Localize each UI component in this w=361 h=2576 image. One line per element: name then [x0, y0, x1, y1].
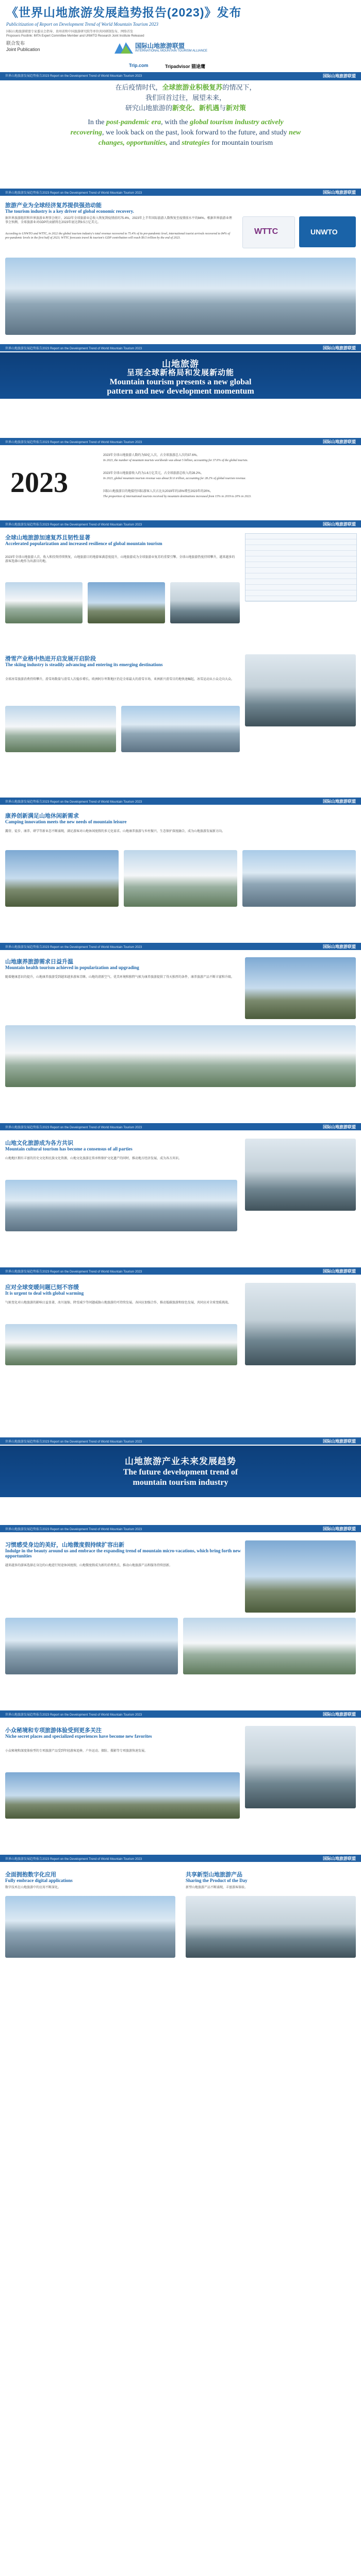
hero2-cn: 山地旅游产业未来发展趋势: [125, 1456, 236, 1466]
microvacation-photo: [183, 1618, 356, 1674]
camping-photo: [124, 850, 237, 907]
stats-line-en: The proportion of international tourists received by mountain destinations increased from 15% in 2019 to 20% in 2023.: [103, 495, 252, 498]
s11-p: 数字技术在山地旅游中的应用不断深化。: [5, 1886, 61, 1889]
note-line: 国际山地旅游联盟专家委员会指导、贵州省和中国旅游研究院等单位共同研制发布，网络首发: [6, 30, 134, 33]
mountain-photo: [88, 582, 165, 623]
report-note: [6, 30, 355, 38]
stats-line: 国际山地旅游目的地接待国际游客人次占比从2019年的15%增至2023年的20%。: [103, 490, 213, 493]
stats-line: 2023年全球山地旅游收入约为1.6万亿美元，占全球旅游总收入的28.2%。: [103, 472, 204, 475]
hero1-cn: 山地旅游: [162, 359, 199, 369]
s8-title-en: It is urgent to deal with global warming: [5, 1291, 84, 1296]
unwto-logo-box: [299, 216, 356, 247]
intro-en: In the post-pandemic era, with the global tourism industry actively recovering, we look back on the past, look forward to the future, and study new changes, opportunities, and strategies for mountain tourism: [70, 118, 301, 147]
ranking-table: [245, 533, 357, 601]
s9-p: 越来越多的游客选择在身边的山地进行短途休闲度假，山地微度假成为新的消费热点，推动山地旅游产品和服务持续创新。: [5, 1564, 173, 1567]
note-line: Proposers Postlink: IMTA Expert Committee Member and UNWTO Research Joint Institute Released: [6, 35, 144, 38]
s11-title: 全面拥抱数字化应用: [5, 1872, 56, 1878]
year-2023: 2023: [10, 467, 68, 499]
ski-photo: [5, 706, 116, 752]
s6-p: 随着健康意识的提升，山地康养旅游受到越来越多游客青睐。山地的清新空气、优美环境和独特气候为康养旅游提供了得天独厚的条件，康养旅游产品不断丰富和升级。: [5, 976, 235, 979]
hero1-cn2: 呈现全球新格局和发展新动能: [126, 368, 234, 377]
header-band: [0, 72, 361, 80]
s8-title: 应对全球变暖问题已刻不容缓: [5, 1284, 79, 1291]
s1-p1: 据世界旅游组织和世界旅游业理事会统计，2022年全球旅游业总收入恢复到疫情前的75.4%，2023年上半年国际旅游人数恢复至疫情前水平的84%。根据世界旅游业理事会预测，全球旅游业对GDP的贡献将在2023年底达到9.5万亿美元。: [5, 217, 232, 224]
imta-logo-icon: [113, 40, 134, 56]
section-band: 世界山地旅游发展趋势报告2023 Report on the Development Trend of World Mountain Tourism 2023 国际山地旅游联盟: [0, 1855, 361, 1862]
s12-title-en: Sharing the Product of the Day: [186, 1878, 248, 1883]
glacier-photo: [5, 1324, 237, 1365]
stats-line-en: In 2023, global mountain tourism revenue was about $1.6 trillion, accounting for 28.2% of global tourism revenue.: [103, 477, 247, 480]
s12-p: 新型山地旅游产品不断涌现，丰富游客体验。: [186, 1886, 248, 1889]
logo-text-cn: 国际山地旅游联盟: [135, 42, 185, 49]
section-band: 世界山地旅游发展趋势报告2023 Report on the Development Trend of World Mountain Tourism 2023 国际山地旅游联盟: [0, 520, 361, 528]
s3-title-en: Accelerated popularization and increased resilience of global mountain tourism: [5, 541, 162, 546]
report-subtitle: Publicitization of Report on Development Trend of World Mountain Tourism 2023: [6, 22, 159, 27]
s7-title: 山地文化旅游成为各方共识: [5, 1140, 73, 1146]
section-band: 世界山地旅游发展趋势报告2023 Report on the Development Trend of World Mountain Tourism 2023 国际山地旅游联盟: [0, 438, 361, 445]
section-band: 世界山地旅游发展趋势报告2023 Report on the Development Trend of World Mountain Tourism 2023 国际山地旅游联盟: [0, 1267, 361, 1275]
camping-photo: [5, 850, 119, 907]
partner-trip: Trip.com: [129, 63, 149, 68]
stats-line: 2023年全球山地旅游人数约为50亿人次，占全球旅游总人次的37.6%。: [103, 454, 200, 457]
hero2-en1: The future development trend of: [123, 1468, 238, 1477]
s1-title-en: The tourism industry is a key driver of global economic recovery.: [5, 209, 134, 214]
mountain-photo: [5, 258, 356, 335]
product-photo: [186, 1896, 356, 1958]
mountain-photo: [170, 582, 240, 623]
hero1-en1: Mountain tourism presents a new global: [109, 378, 252, 386]
s5-title-en: Camping innovation meets the new needs of mountain leisure: [5, 819, 127, 824]
intro-cn: 在后疫情时代，全球旅游业积极复苏的情况下， 我们回首过往，展望未来， 研究山地旅游的新变化、新机遇与新对策: [115, 83, 256, 112]
s1-title: 旅游产业为全球经济复苏提供强劲动能: [5, 202, 102, 209]
hero-banner-2: [0, 1446, 361, 1497]
wellness-photo: [245, 957, 356, 1019]
s3-p: 2023年全球山地旅游人次、收入和投资持续恢复，山地旅游目的地游客满意度提升，山地旅游成为全球旅游业复苏的重要引擎。全球山地旅游热度持续攀升，越来越多的游客选择山地作为出游目的地。: [5, 556, 235, 563]
camping-photo: [242, 850, 356, 907]
report-title: 《世界山地旅游发展趋势报告(2023)》发布: [6, 6, 242, 19]
s9-title-en: Indulge in the beauty around us and embrace the expanding trend of mountain micro-vacations, which bring forth new opportunities: [5, 1548, 241, 1558]
intro-block: [41, 82, 330, 148]
s12-title: 共享新型山地旅游产品: [186, 1872, 242, 1878]
section-band: 世界山地旅游发展趋势报告2023 Report on the Development Trend of World Mountain Tourism 2023 国际山地旅游联盟: [0, 798, 361, 805]
wellness-photo: [5, 1025, 356, 1087]
ski-photo: [245, 654, 356, 726]
publisher-block: [6, 40, 42, 53]
section-band: 世界山地旅游发展趋势报告2023 Report on the Development Trend of World Mountain Tourism 2023 国际山地旅游联盟: [0, 344, 361, 351]
s7-title-en: Mountain cultural tourism has become a consensus of all parties: [5, 1146, 133, 1151]
logo-text-en: INTERNATIONAL MOUNTAIN TOURISM ALLIANCE: [135, 49, 208, 53]
microvacation-photo: [245, 1540, 356, 1613]
hero1-en2: pattern and new development momentum: [107, 387, 254, 396]
s5-title: 康养创新满足山地休闲新需求: [5, 813, 79, 819]
publisher-cn: 联合发布: [6, 41, 25, 46]
s10-title: 小众秘境和专项旅游体验受到更多关注: [5, 1727, 102, 1734]
s8-p: 气候变化对山地旅游的影响日益显著，冰川退缩、降雪减少等问题威胁山地旅游的可持续发展。各国应加强合作，推动低碳旅游和绿色发展，共同应对全球变暖挑战。: [5, 1301, 232, 1304]
culture-photo: [245, 1139, 356, 1211]
stats-line-en: In 2023, the number of mountain tourists worldwide was about 5 billion, accounting for 37.6% of the global tourists.: [103, 459, 249, 462]
culture-photo: [5, 1180, 237, 1231]
s11-title-en: Fully embrace digital applications: [5, 1878, 73, 1883]
s4-title: 滑雪产业格中热进开启发展开启阶段: [5, 656, 96, 662]
band-logo: 国际山地旅游联盟: [323, 74, 356, 78]
s7-p: 山地地区拥有丰富的历史文化和民族文化资源，山地文化旅游在传承和保护文化遗产的同时，推动地方经济发展，成为各方共识。: [5, 1157, 182, 1160]
s9-title: 习惯感受身边的美好，山地微度假持续扩容出新: [5, 1542, 124, 1548]
s10-p: 小众秘境和深度体验型的专项旅游产品受到年轻游客追捧，户外运动、探险、摄影等专项旅游快速发展。: [5, 1750, 148, 1753]
mountain-photo: [5, 582, 83, 623]
wttc-logo-box: [242, 216, 295, 248]
microvacation-photo: [5, 1618, 178, 1674]
section-band: 世界山地旅游发展趋势报告2023 Report on the Development Trend of World Mountain Tourism 2023 国际山地旅游联盟: [0, 189, 361, 196]
section-band: 世界山地旅游发展趋势报告2023 Report on the Development Trend of World Mountain Tourism 2023 国际山地旅游联盟: [0, 1437, 361, 1445]
s4-p: 全球冰雪旅游消费持续攀升，滑雪场数量与滑雪人次稳步增长。欧洲阿尔卑斯地区仍是全球最大的滑雪市场，亚洲新兴滑雪目的地快速崛起，冰雪运动从小众走向大众。: [5, 678, 235, 681]
wttc-logo: WTTC: [254, 227, 278, 236]
hero-banner-1: [0, 352, 361, 399]
s10-title-en: Niche secret places and specialized experiences have become new favorites: [5, 1734, 152, 1739]
s3-title: 全球山地旅游加速复苏且韧性显著: [5, 535, 90, 541]
s6-title: 山地康养旅游需求日益升温: [5, 959, 73, 965]
band-text: 世界山地旅游发展趋势报告2023 Report on the Development Trend of World Mountain Tourism 2023: [5, 75, 142, 78]
unwto-logo: UNWTO: [310, 228, 338, 236]
publisher-en: Joint Publication: [6, 47, 40, 52]
section-band: 世界山地旅游发展趋势报告2023 Report on the Development Trend of World Mountain Tourism 2023 国际山地旅游联盟: [0, 943, 361, 950]
glacier-photo: [245, 1283, 356, 1365]
s4-title-en: The skiing industry is steadily advancing and entering its emerging destinations: [5, 662, 163, 667]
partner-tripadvisor: Tripadvisor 猫途鹰: [165, 64, 206, 69]
section-band: 世界山地旅游发展趋势报告2023 Report on the Development Trend of World Mountain Tourism 2023 国际山地旅游联盟: [0, 1525, 361, 1532]
s1-p2: According to UNWTO and WTTC, in 2022 the global tourism industry's total revenue recovered to 75.4% of its pre-pandemic level, international tourist arrivals recovered to 84% of pre-pandemic levels in the first half of 2023; WTTC forecasts travel & tourism's GDP contribution will reach $9.5 trillion by the end of 2023.: [5, 232, 231, 240]
section-band: 世界山地旅游发展趋势报告2023 Report on the Development Trend of World Mountain Tourism 2023 国际山地旅游联盟: [0, 1123, 361, 1130]
s5-p: 露营、徒步、康养、研学等新业态不断涌现，满足游客对山地休闲度假的多元化需求。山地康养旅游与乡村振兴、生态保护深度融合，成为山地旅游发展新方向。: [5, 830, 225, 833]
section-band: 世界山地旅游发展趋势报告2023 Report on the Development Trend of World Mountain Tourism 2023 国际山地旅游联盟: [0, 1710, 361, 1718]
niche-photo: [245, 1726, 356, 1808]
hero2-en2: mountain tourism industry: [133, 1478, 228, 1487]
s6-title-en: Mountain health tourism achieved in popularization and upgrading: [5, 965, 139, 970]
niche-photo: [5, 1772, 240, 1819]
digital-photo: [5, 1896, 175, 1958]
ski-photo: [121, 706, 240, 752]
